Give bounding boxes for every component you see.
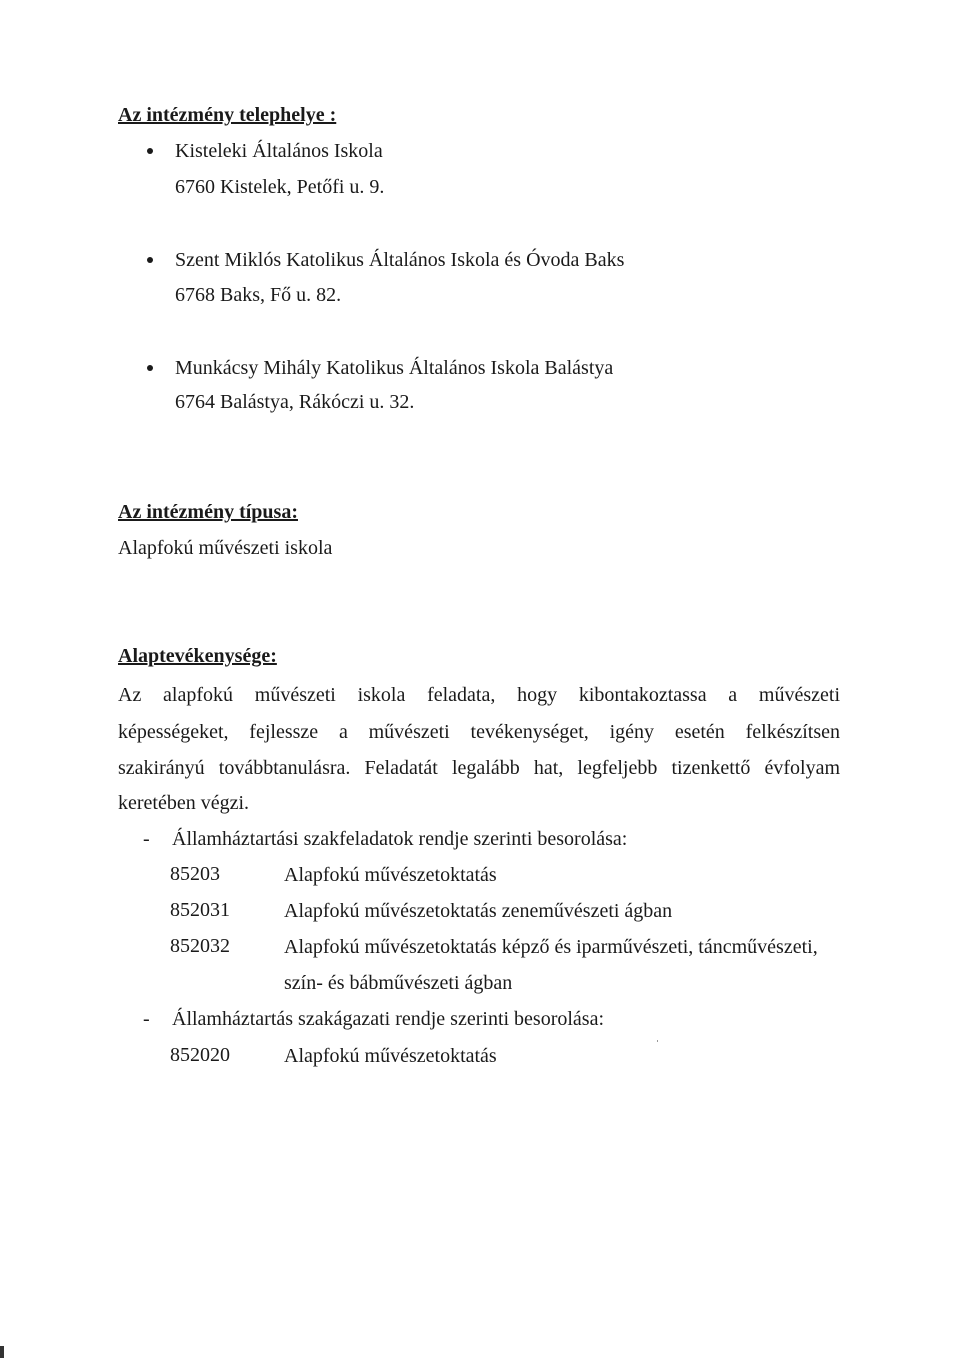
bullet-icon — [147, 148, 153, 154]
alaptevekenyseg-heading: Alaptevékenysége: — [118, 645, 277, 667]
paragraph-line-1: Az alapfokú művészeti iskola feladata, hogy kibontakoztassa a művészeti — [118, 684, 840, 706]
scan-speck — [0, 1346, 4, 1358]
paragraph-line-3: szakirányú továbbtanulásra. Feladatát legalább hat, legfeljebb tizenkettő évfolyam — [118, 757, 840, 779]
site-3-address: 6764 Balástya, Rákóczi u. 32. — [175, 391, 415, 413]
tipus-value: Alapfokú művészeti iskola — [118, 537, 333, 559]
paragraph-line-2: képességeket, fejlessze a művészeti tevékenységet, igény esetén felkészítsen — [118, 721, 840, 743]
list2-title: Államháztartás szakágazati rendje szerinti besorolása: — [172, 1008, 605, 1030]
list1-row3-desc: Alapfokú művészetoktatás képző és iparművészeti, táncművészeti, — [284, 936, 818, 958]
list1-row3-code: 852032 — [170, 935, 230, 957]
site-2-address: 6768 Baks, Fő u. 82. — [175, 284, 342, 306]
list1-row3-desc-cont: szín- és bábművészeti ágban — [284, 972, 513, 994]
paragraph-line-4: keretében végzi. — [118, 792, 250, 814]
list1-row1-code: 85203 — [170, 863, 220, 885]
scan-speck — [657, 1040, 658, 1042]
bullet-icon — [147, 365, 153, 371]
list-dash: - — [143, 1008, 150, 1030]
tipus-heading: Az intézmény típusa: — [118, 501, 298, 523]
telephely-heading: Az intézmény telephelye : — [118, 104, 337, 126]
site-3-name: Munkácsy Mihály Katolikus Általános Iskola Balástya — [175, 357, 614, 379]
list2-row1-code: 852020 — [170, 1044, 230, 1066]
site-2-name: Szent Miklós Katolikus Általános Iskola és Óvoda Baks — [175, 249, 625, 271]
site-1-name: Kisteleki Általános Iskola — [175, 140, 383, 162]
list2-row1-desc: Alapfokú művészetoktatás — [284, 1045, 497, 1067]
bullet-icon — [147, 257, 153, 263]
list1-row2-code: 852031 — [170, 899, 230, 921]
list1-row2-desc: Alapfokú művészetoktatás zeneművészeti ágban — [284, 900, 673, 922]
list1-title: Államháztartási szakfeladatok rendje szerinti besorolása: — [172, 828, 628, 850]
list1-row1-desc: Alapfokú művészetoktatás — [284, 864, 497, 886]
site-1-address: 6760 Kistelek, Petőfi u. 9. — [175, 176, 385, 198]
list-dash: - — [143, 828, 150, 850]
